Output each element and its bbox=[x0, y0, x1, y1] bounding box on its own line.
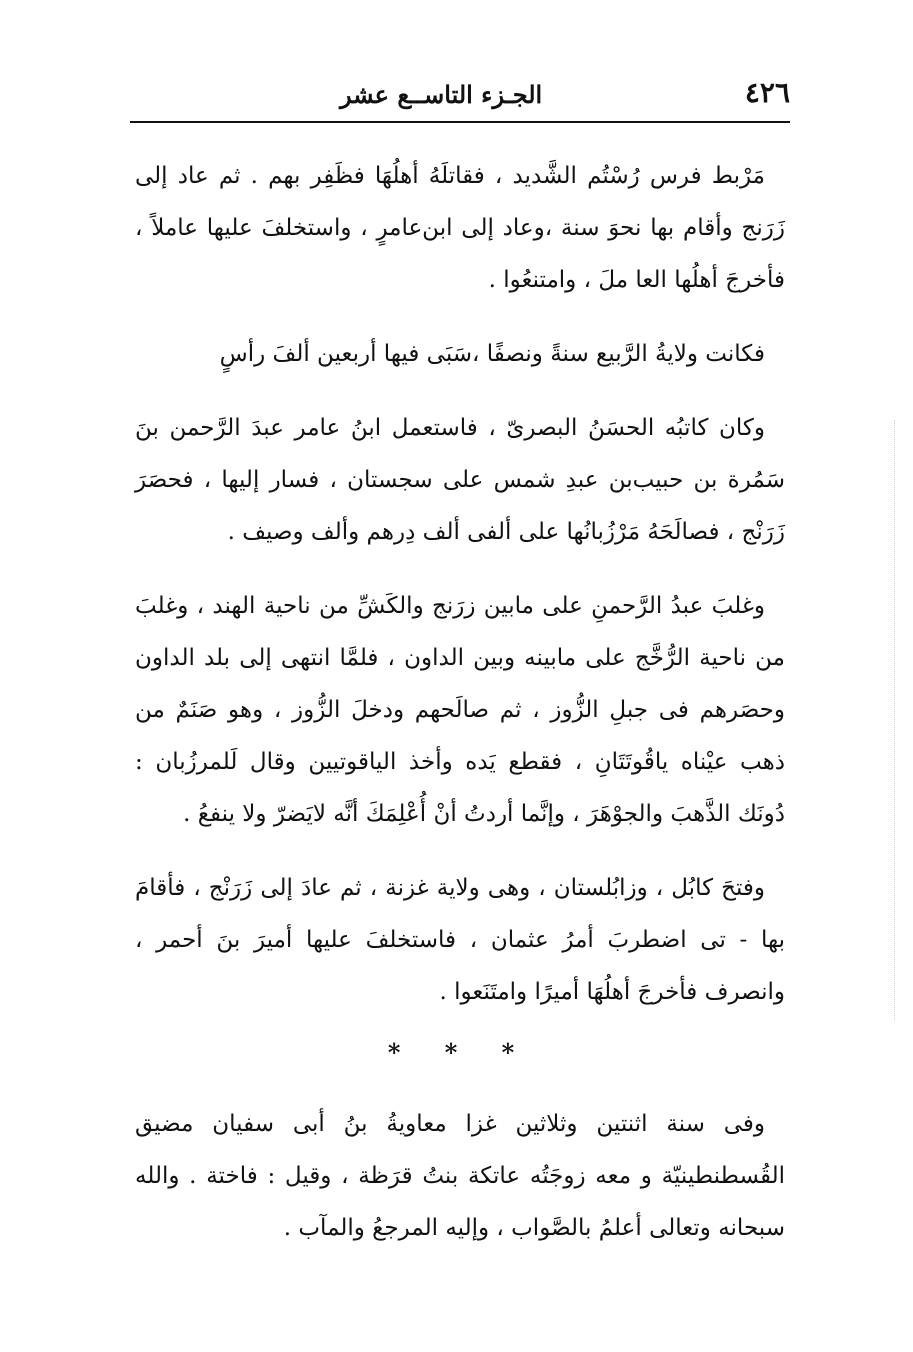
paragraph-4: وغلبَ عبدُ الرَّحمنِ على مابين زرَنج والكَشِّ من ناحية الهند ، وغلبَ من ناحية الرُّخَّج على مابينه وبين الداون ، فلمَّا انتهى إلى بلد الداون وحصَرهم فى جبلِ الزُّوز ، ثم صالَحهم ودخلَ الزُّوز ، وهو صَنَمٌ من ذهب عيْناه ياقُوتَتَانِ ، فقطع يَده وأخذ الياقوتيين وقال لَلمرزُبان : دُونَك الذَّهبَ والجوْهَرَ ، وإنَّما أردتُ أنْ أُعْلِمَكَ أنَّه لايَضرّ ولا ينفعُ . bbox=[135, 593, 785, 827]
paragraph-5: وفتحَ كابُل ، وزابُلستان ، وهى ولاية غزنة ، ثم عادَ إلى زَرَنْج ، فأقامَ بها - تى اضطربَ أمرُ عثمان ، فاستخلفَ عليها أميرَ بنَ أحمر ، وانصرف فأخرجَ أهلُهَا أميرًا وامتَنَعوا . bbox=[135, 875, 785, 1005]
running-title: الجـزء التاســع عشر bbox=[340, 80, 543, 109]
section-separator: * * * bbox=[387, 1038, 533, 1067]
header-rule bbox=[130, 121, 790, 123]
paragraph-2: فكانت ولايةُ الرَّبيع سنةً ونصفًا ،سَبَى فيها أربعين ألفَ رأسٍ bbox=[219, 341, 765, 367]
paragraph-3: وكان كاتبُه الحسَنُ البصرىّ ، فاستعمل ابنُ عامر عبدَ الرَّحمن بنَ سَمُرة بن حبيب‌بن عبدِ شمس على سجستان ، فسار إليها ، فحصَرَ زَرَنْج ، فصالَحَهُ مَرْزُبانُها على ألفى ألف دِرهم وألف وصيف . bbox=[135, 415, 785, 545]
paragraph-1: مَرْبط فرس رُسْتُم الشَّديد ، فقاتلَهُ أهلُهَا فظَفِر بهم . ثم عاد إلى زَرَنج وأقام بها نحوَ سنة ،وعاد إلى ابن‌عامرٍ ، واستخلفَ عليها عاملاً ، فأخرجَ أهلُها العا ملَ ، وامتنعُوا . bbox=[135, 163, 785, 293]
page-edge-mark bbox=[890, 420, 895, 1020]
page-number: ٤٢٦ bbox=[744, 76, 790, 109]
closing-paragraph: وفى سنة اثنتين وثلاثين غزا معاويةُ بنُ أبى سفيان مضيق القُسطنطينيّة و معه زوجَتُه عاتكة بنتُ قرَظة ، وقيل : فاختة . والله سبحانه وتعالى أعلمُ بالصَّواب ، وإليه المرجعُ والمآب . bbox=[135, 1111, 785, 1241]
page-body bbox=[135, 150, 785, 1254]
page-header bbox=[130, 76, 790, 116]
